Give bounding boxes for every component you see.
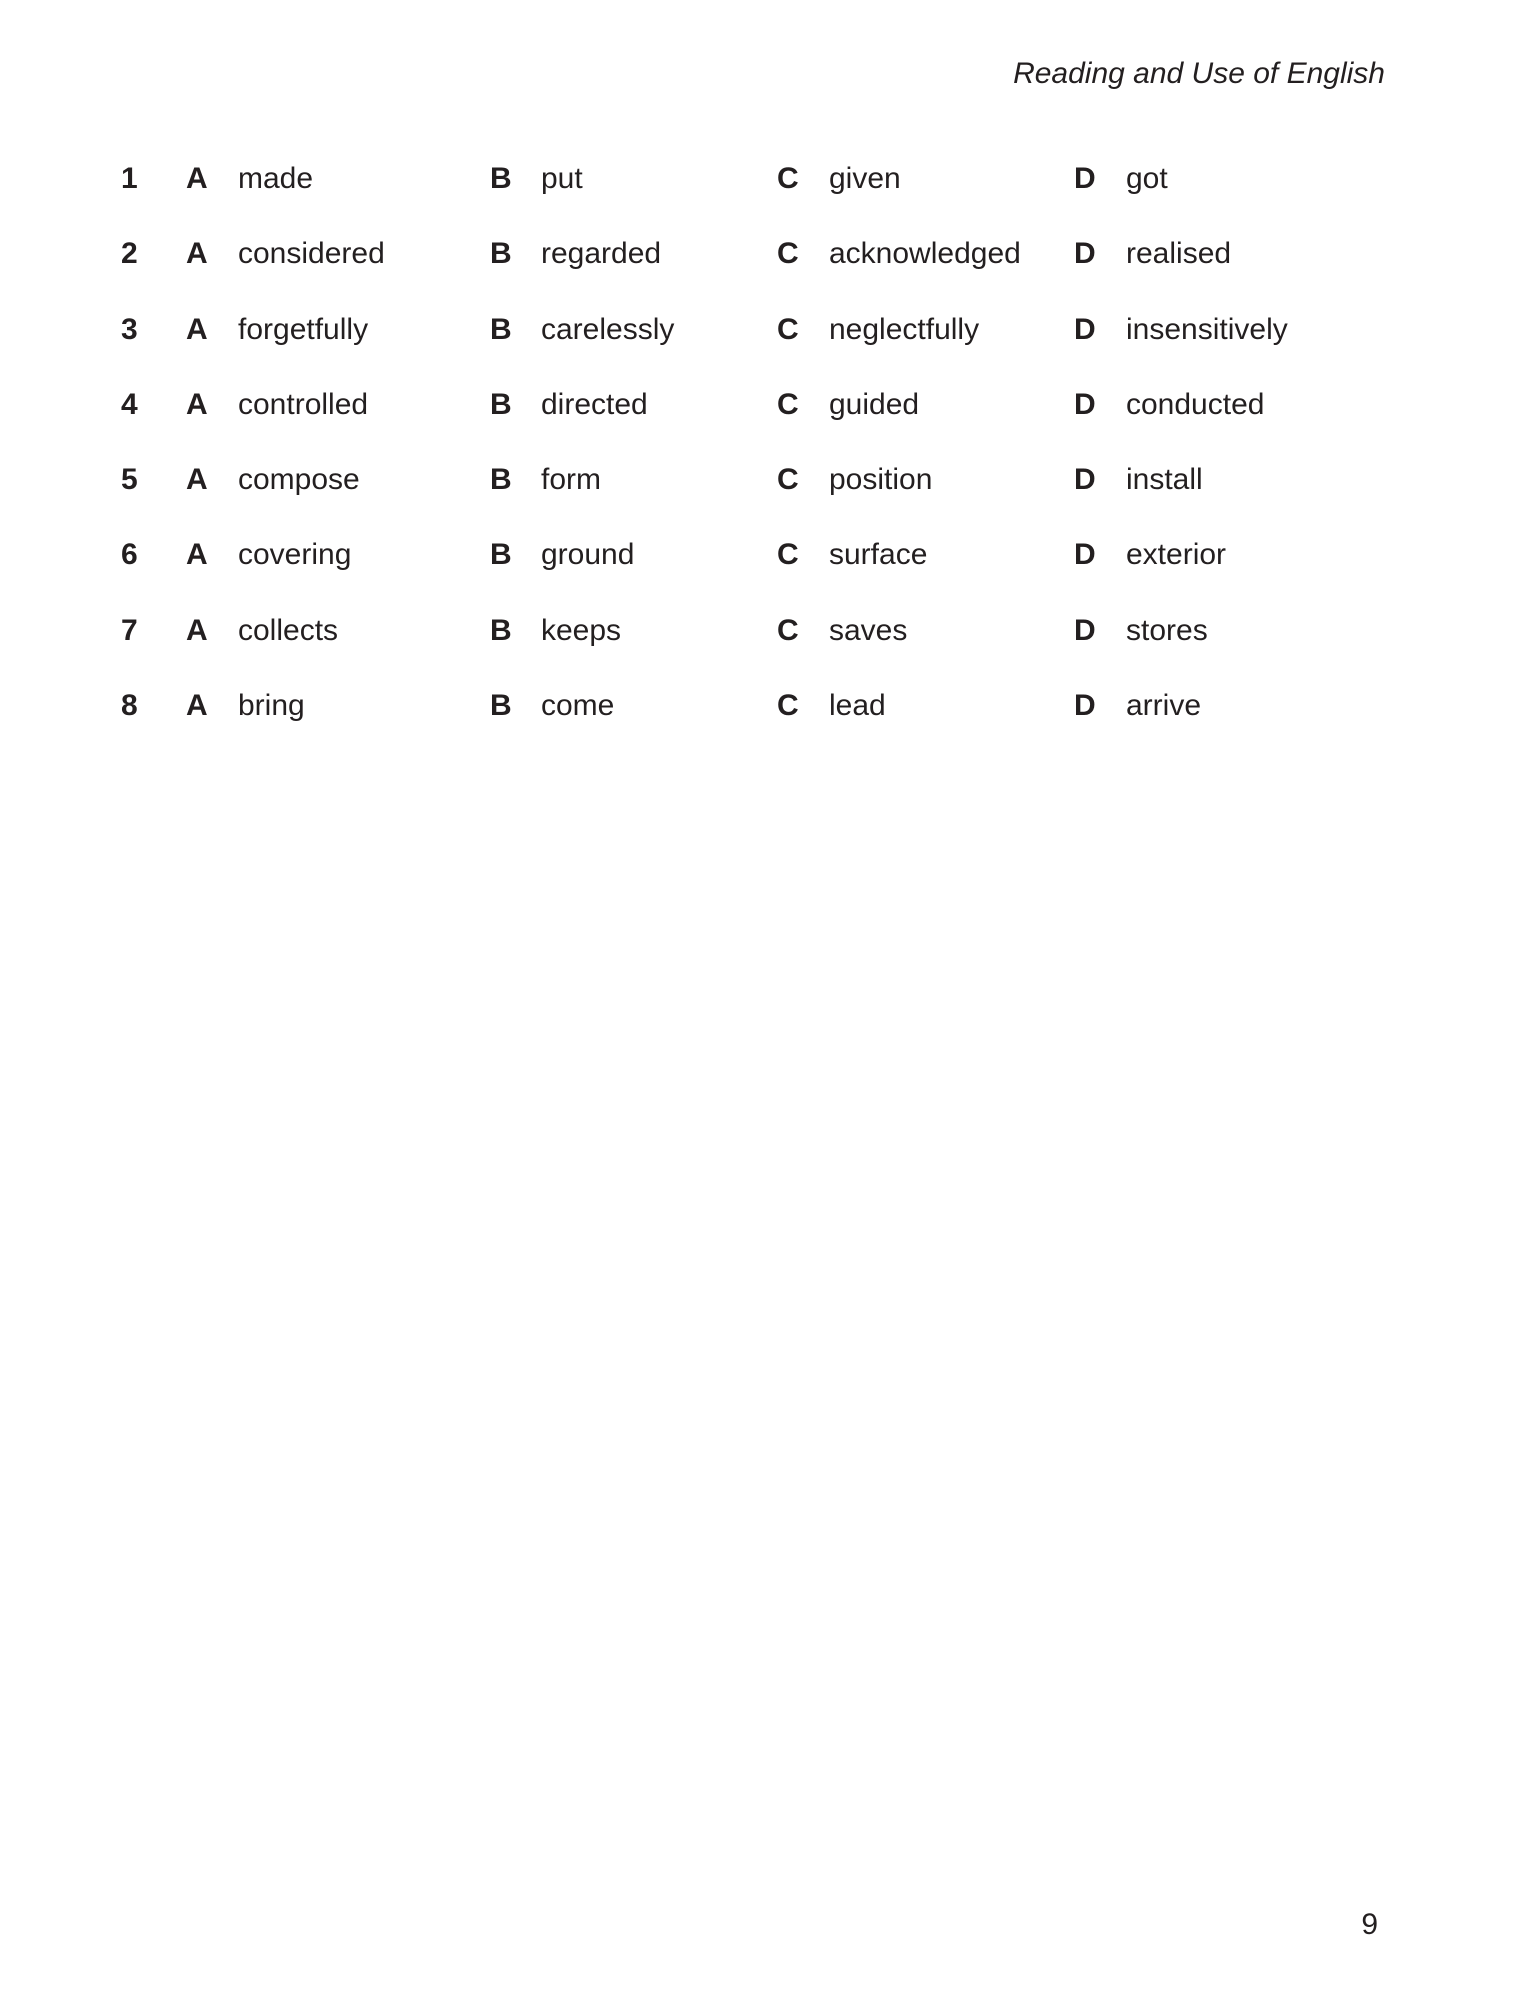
option-letter-d: D (1074, 237, 1096, 270)
option-letter-c: C (777, 463, 799, 496)
option-letter-b: B (490, 237, 512, 270)
option-letter-b: B (490, 463, 512, 496)
option-word-b: carelessly (541, 313, 675, 346)
option-letter-a: A (186, 388, 208, 421)
option-word-d: stores (1126, 614, 1208, 647)
option-word-a: made (238, 162, 314, 195)
option-letter-c: C (777, 237, 799, 270)
option-word-c: lead (829, 689, 886, 722)
option-word-a: collects (238, 614, 339, 647)
option-word-a: compose (238, 463, 360, 496)
question-row-4 (0, 385, 1522, 425)
option-word-d: exterior (1126, 538, 1227, 571)
option-word-a: covering (238, 538, 352, 571)
question-number: 8 (121, 689, 138, 722)
option-letter-a: A (186, 689, 208, 722)
option-word-c: guided (829, 388, 920, 421)
option-letter-b: B (490, 538, 512, 571)
option-letter-d: D (1074, 162, 1096, 195)
option-letter-a: A (186, 614, 208, 647)
option-letter-d: D (1074, 463, 1096, 496)
option-letter-d: D (1074, 388, 1096, 421)
option-letter-a: A (186, 237, 208, 270)
question-row-5 (0, 460, 1522, 500)
option-letter-b: B (490, 162, 512, 195)
option-word-a: considered (238, 237, 385, 270)
question-number: 7 (121, 614, 138, 647)
option-letter-b: B (490, 689, 512, 722)
option-word-d: insensitively (1126, 313, 1288, 346)
question-row-1 (0, 159, 1522, 199)
question-row-2 (0, 234, 1522, 274)
question-number: 6 (121, 538, 138, 571)
option-word-a: controlled (238, 388, 369, 421)
option-word-d: conducted (1126, 388, 1265, 421)
option-word-b: come (541, 689, 615, 722)
option-word-b: keeps (541, 614, 622, 647)
option-letter-d: D (1074, 538, 1096, 571)
option-word-a: forgetfully (238, 313, 369, 346)
option-letter-c: C (777, 689, 799, 722)
section-title: Reading and Use of English (1013, 57, 1385, 90)
option-letter-d: D (1074, 313, 1096, 346)
option-letter-c: C (777, 313, 799, 346)
question-row-7 (0, 611, 1522, 651)
option-letter-d: D (1074, 614, 1096, 647)
question-row-3 (0, 310, 1522, 350)
question-number: 1 (121, 162, 138, 195)
option-word-b: put (541, 162, 583, 195)
option-letter-d: D (1074, 689, 1096, 722)
question-row-6 (0, 535, 1522, 575)
option-word-c: saves (829, 614, 908, 647)
page-number: 9 (1361, 1908, 1378, 1941)
option-word-b: form (541, 463, 601, 496)
option-word-c: given (829, 162, 901, 195)
option-word-b: directed (541, 388, 648, 421)
option-word-c: acknowledged (829, 237, 1021, 270)
option-letter-b: B (490, 388, 512, 421)
option-letter-c: C (777, 538, 799, 571)
option-letter-a: A (186, 313, 208, 346)
option-letter-b: B (490, 313, 512, 346)
question-number: 3 (121, 313, 138, 346)
option-word-d: arrive (1126, 689, 1202, 722)
question-number: 4 (121, 388, 138, 421)
option-word-d: got (1126, 162, 1168, 195)
option-letter-c: C (777, 614, 799, 647)
option-letter-c: C (777, 162, 799, 195)
option-word-d: realised (1126, 237, 1232, 270)
option-word-d: install (1126, 463, 1203, 496)
option-letter-a: A (186, 463, 208, 496)
question-number: 2 (121, 237, 138, 270)
option-letter-a: A (186, 538, 208, 571)
question-number: 5 (121, 463, 138, 496)
option-word-a: bring (238, 689, 305, 722)
option-word-c: neglectfully (829, 313, 980, 346)
option-letter-a: A (186, 162, 208, 195)
option-word-b: regarded (541, 237, 662, 270)
option-word-c: position (829, 463, 933, 496)
question-row-8 (0, 686, 1522, 726)
option-letter-c: C (777, 388, 799, 421)
option-word-c: surface (829, 538, 928, 571)
option-letter-b: B (490, 614, 512, 647)
option-word-b: ground (541, 538, 635, 571)
